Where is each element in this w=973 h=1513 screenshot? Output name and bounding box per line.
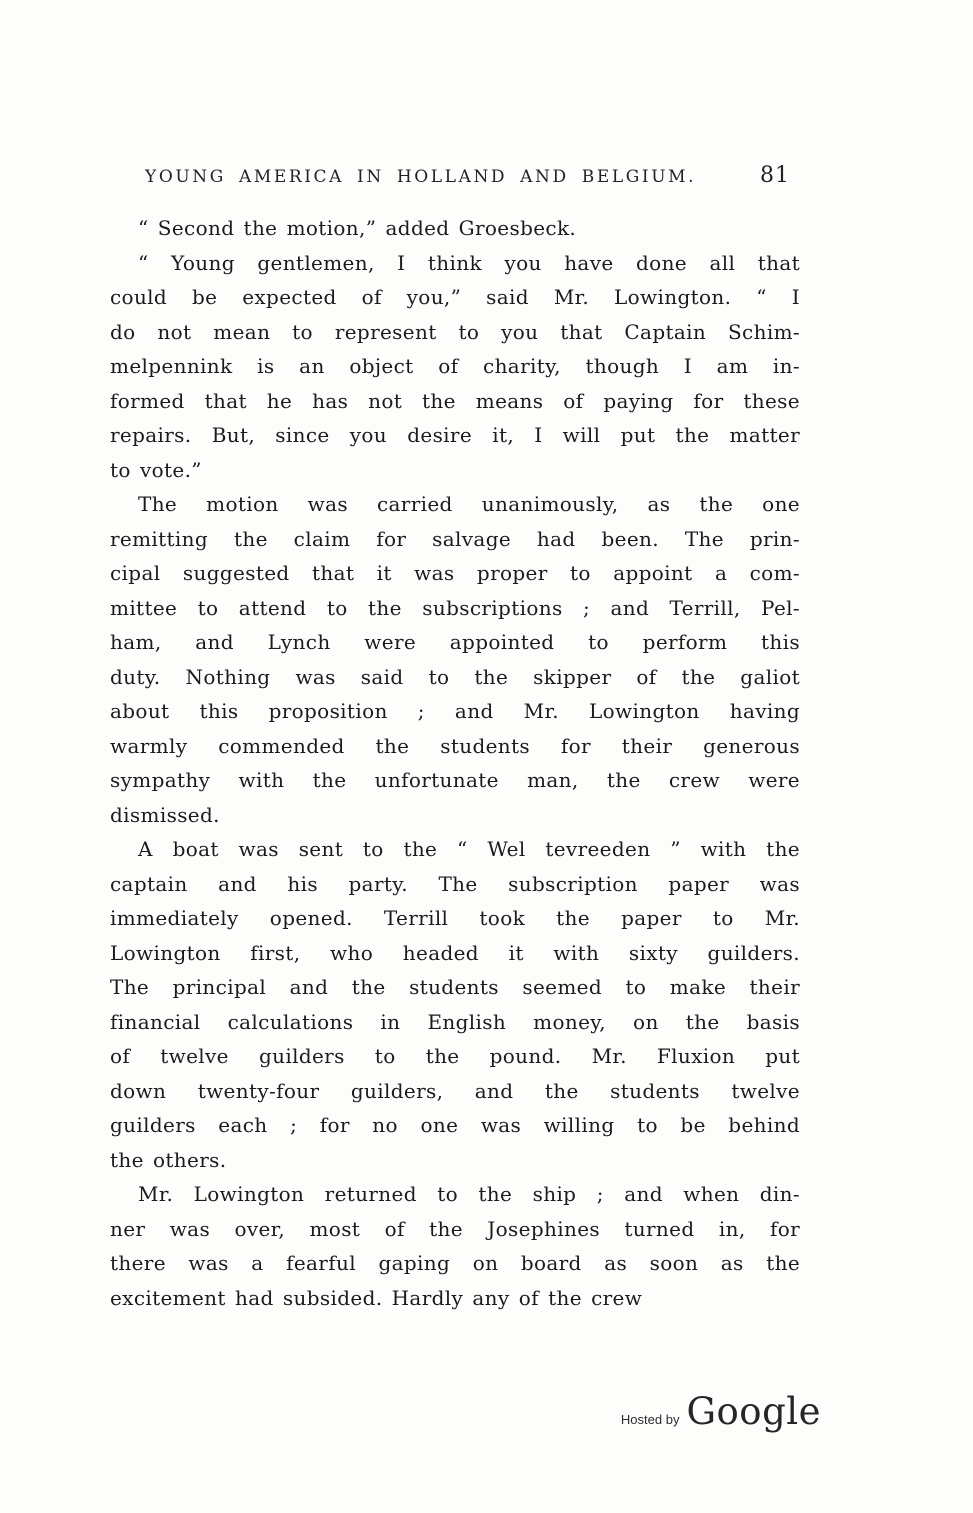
running-header-title: YOUNG AMERICA IN HOLLAND AND BELGIUM. xyxy=(145,167,697,187)
text-line: Mr. Lowington returned to the ship ; and when din- xyxy=(138,1182,800,1206)
text-line: do not mean to represent to you that Captain Schim- xyxy=(110,319,800,344)
text-line: cipal suggested that it was proper to appoint a com- xyxy=(110,561,800,585)
text-line: remitting the claim for salvage had been. The prin- xyxy=(110,526,800,551)
text-line: ner was over, most of the Josephines turned in, for xyxy=(110,1216,800,1241)
text-line: there was a fearful gaping on board as soon as the xyxy=(110,1251,800,1275)
text-line: excitement had subsided. Hardly any of the crew xyxy=(110,1285,643,1310)
google-logo: Google xyxy=(686,1390,821,1433)
text-line: A boat was sent to the “ Wel tevreeden ” with the xyxy=(138,837,800,861)
text-line: down twenty-four guilders, and the students twelve xyxy=(110,1078,800,1103)
text-line: The motion was carried unanimously, as the one xyxy=(138,492,800,516)
text-line: warmly commended the students for their generous xyxy=(110,733,800,758)
text-line: ham, and Lynch were appointed to perform this xyxy=(110,630,800,654)
text-line: melpennink is an object of charity, though I am in- xyxy=(110,354,800,378)
text-line: formed that he has not the means of paying for these xyxy=(110,388,800,413)
text-line: sympathy with the unfortunate man, the crew were xyxy=(110,768,800,792)
paragraph xyxy=(110,1177,800,1315)
hosted-by-label: Hosted by xyxy=(620,1412,680,1427)
text-line: The principal and the students seemed to make their xyxy=(110,975,800,999)
text-line: duty. Nothing was said to the skipper of the galiot xyxy=(110,664,800,689)
text-line: dismissed. xyxy=(110,802,220,827)
text-line: Lowington first, who headed it with sixty guilders. xyxy=(110,940,800,965)
text-line: mittee to attend to the subscriptions ; and Terrill, Pel- xyxy=(110,595,800,620)
text-line: repairs. But, since you desire it, I will put the matter xyxy=(110,423,800,447)
page-text xyxy=(110,211,800,1315)
text-line: guilders each ; for no one was willing to be behind xyxy=(110,1113,800,1137)
footer-watermark xyxy=(621,1390,821,1433)
text-line: of twelve guilders to the pound. Mr. Fluxion put xyxy=(110,1044,800,1068)
text-line: could be expected of you,” said Mr. Lowington. “ I xyxy=(110,285,800,309)
paragraph xyxy=(110,832,800,1177)
text-line: financial calculations in English money, on the basis xyxy=(110,1009,800,1034)
text-line: immediately opened. Terrill took the paper to Mr. xyxy=(110,906,800,930)
text-line: “ Second the motion,” added Groesbeck. xyxy=(138,216,577,240)
text-line: captain and his party. The subscription paper was xyxy=(110,871,800,896)
text-line: “ Young gentlemen, I think you have done all that xyxy=(138,250,800,275)
text-line: to vote.” xyxy=(110,457,202,482)
text-line: the others. xyxy=(110,1147,227,1172)
paragraph xyxy=(110,211,800,246)
text-line: about this proposition ; and Mr. Lowington having xyxy=(110,699,800,723)
page-number: 81 xyxy=(760,163,790,188)
paragraph xyxy=(110,246,800,488)
running-header xyxy=(145,163,790,188)
paragraph xyxy=(110,487,800,832)
